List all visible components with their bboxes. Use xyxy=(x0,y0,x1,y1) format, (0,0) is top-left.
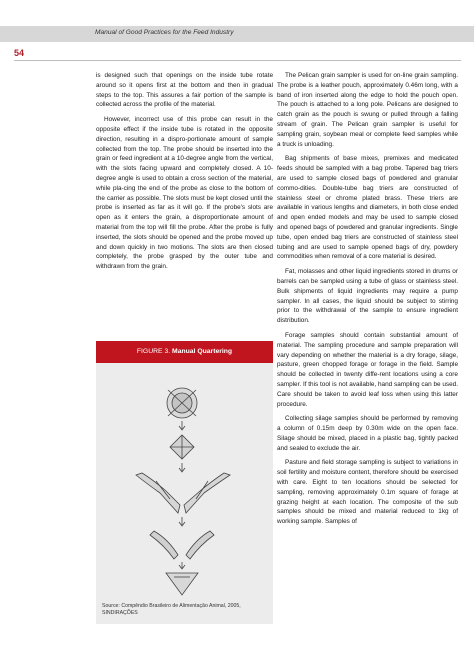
figure-source: Source: Compêndio Brasileiro de Alimentação Animal, 2005, SINDIRAÇÕES xyxy=(102,603,241,616)
figure-label: FIGURE 3. xyxy=(136,348,171,355)
paragraph: Fat, molasses and other liquid ingredients stored in drums or barrels can be sampled using a tube of glass or stainless steel. Bulk shipments of liquid ingredients may require a pump sampler. In all cases, the liquid should be subject to stirring prior to the withdrawal of the sample to ensure ingredient distribution. xyxy=(277,268,458,325)
paragraph: However, incorrect use of this probe can result in the opposite effect if the inside tube is rotated in the opposite direction, resulting in a dispro-portionate amount of sample collected from the top. The probe should be inserted into the grain or feed ingredient at a 10-degree angle from the vertical, with the slots facing upward and completely closed. A 10-degree angle is used to obtain a cross section of the material, while pla-cing the end of the probe as close to the bottom of the carrier as possible. The slots must be kept closed until the probe is inserted as far as it will go. If the probe's slots are open as it enters the grain, a disproportionate amount of material from the top will fill the probe. After the probe is fully inserted, the slots should be opened and the probe moved up and down quickly in two motions. The slots are then closed completely, the probe grasped by the outer tube and withdrawn from the grain. xyxy=(96,116,273,271)
figure-manual-quartering xyxy=(96,341,273,624)
grain-pile-icon xyxy=(167,388,197,418)
paragraph: The Pelican grain sampler is used for on-line grain sampling. The probe is a leather pouch, approximately 0.46m long, with a band of iron inserted along the edge to hold the pouch open. The pouch is attached to a long pole. Pelicans are designed to catch grain as the pouch is swung or pulled through a falling stream of grain. The Pelican grain sampler is useful for sampling grain, soybean meal or complete feed samples while a truck is unloading. xyxy=(277,72,458,148)
spread-pile-icon xyxy=(136,473,230,513)
header-divider xyxy=(14,60,461,61)
quartering-illustration xyxy=(96,363,273,603)
figure-title: Manual Quartering xyxy=(172,348,233,355)
final-sample-icon xyxy=(166,573,198,595)
arrow-icon xyxy=(179,463,185,472)
reduced-pile-icon xyxy=(150,531,214,559)
paragraph: is designed such that openings on the inside tube rotate around so it opens first at the bottom and then in gradual steps to the top. This assures a fair portion of the sample is collected across the profile of the material. xyxy=(96,72,273,109)
paragraph: Collecting silage samples should be performed by removing a column of 0.15m deep by 0.30m wide on the open face. Silage should be mixed, placed in a plastic bag, tightly packed and sealed to exclude the air. xyxy=(277,415,458,452)
arrow-icon xyxy=(179,517,185,526)
paragraph: Pasture and field storage sampling is subject to variations in soil fertility and moisture content, therefore should be exercised with care. Eight to ten locations should be selected for sampling, removing approximately 0.1m square of forage at grazing height at each location. The composite of the sub samples should be mixed and material reduced to 1kg of working sample. Samples of xyxy=(277,459,458,526)
running-header-title: Manual of Good Practices for the Feed Industry xyxy=(95,29,234,36)
paragraph: Forage samples should contain substantial amount of material. The sampling procedure and sample preparation will vary depending on whether the material is a dry forage, silage, pasture, green chopped forage or forage in the field. Sample should be collected in twenty diffe-rent locations using a core sampler. If this tool is not available, hand sampling can be used. Care should be taken to avoid leaf loss when using this latter procedure. xyxy=(277,331,458,408)
arrow-icon xyxy=(179,562,185,569)
left-column xyxy=(96,71,273,277)
quartered-pile-icon xyxy=(170,435,194,459)
right-column xyxy=(277,71,458,532)
paragraph: Bag shipments of base mixes, premixes and medicated feeds should be sampled with a bag probe. Tapered bag triers are used to sample closed bags of powdered and granular commo-dities. Double-tube bag triers are constructed of stainless steel or chrome plated brass. These triers are available in various lengths and diameters, in both close ended and open ended models and may be used to sample closed and opened bags of powdered and granular ingredients. Single tube, open ended bag triers are constructed of stainless steel tubing and are used to sample opened bags of dry, powdery commodities when removal of a core material is desired. xyxy=(277,155,458,261)
header-band xyxy=(0,26,474,42)
page-number: 54 xyxy=(14,48,25,58)
arrow-icon xyxy=(179,421,185,430)
figure-caption xyxy=(96,341,273,363)
